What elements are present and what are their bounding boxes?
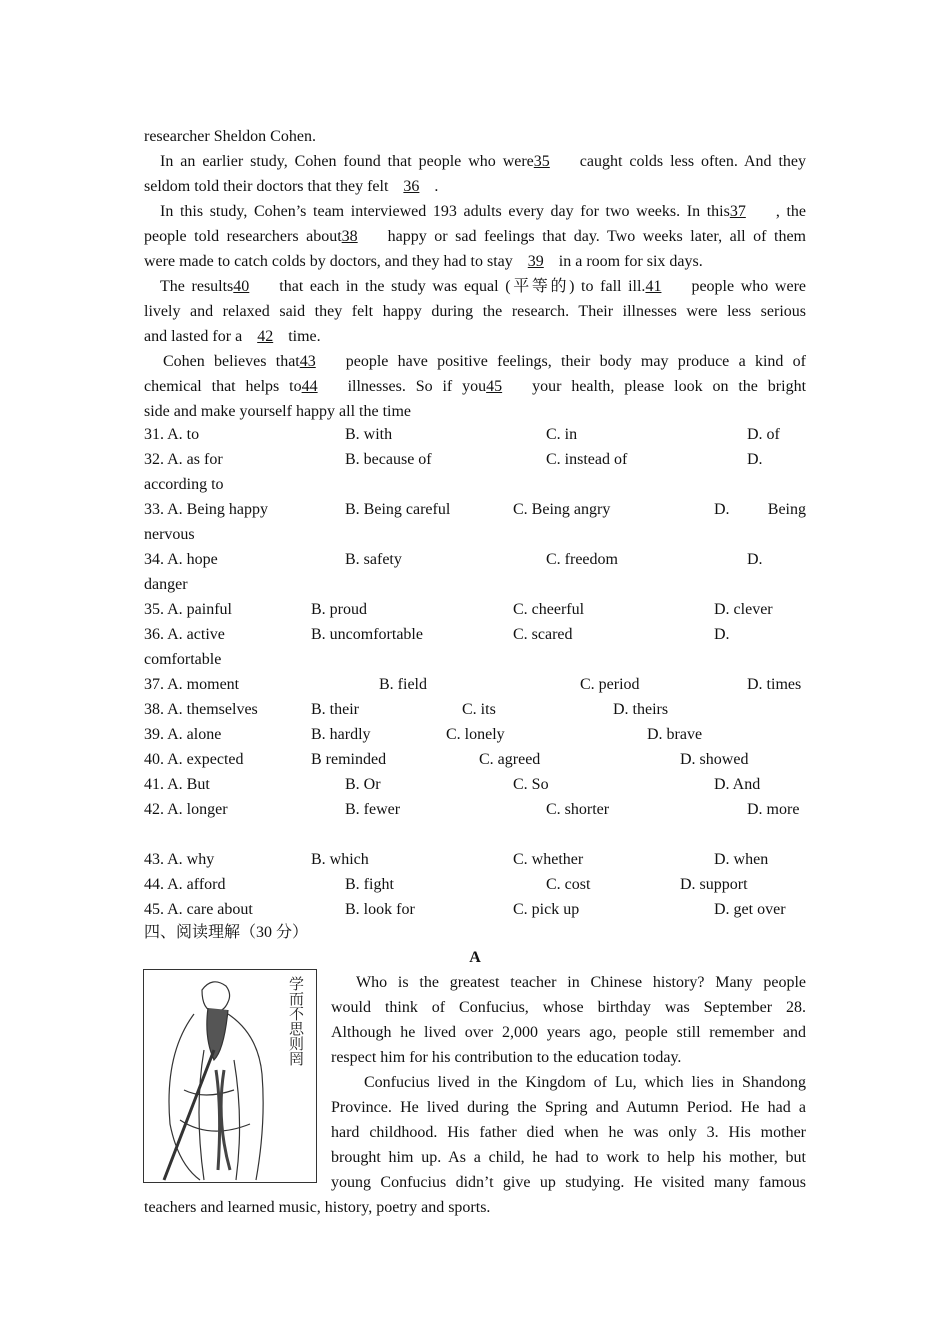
passage-line <box>144 176 438 198</box>
confucius-illustration <box>143 969 317 1183</box>
passage-text: researcher Sheldon Cohen. <box>144 128 316 145</box>
option-d-text: comfortable <box>144 651 222 668</box>
option-b: B. safety <box>345 551 402 568</box>
answer-blank: 41 <box>645 278 662 295</box>
option-a: 36. A. active <box>144 626 225 643</box>
option-d: D. theirs <box>613 701 669 718</box>
passage-a-line: Who is the greatest teacher in Chinese history? Many people <box>356 974 806 991</box>
option-c: C. cost <box>546 876 591 893</box>
passage-line <box>163 351 806 373</box>
passage-a-line: respect him for his contribution to the education today. <box>331 1049 682 1066</box>
passage-text: and lasted for a <box>144 328 243 345</box>
passage-text: The results <box>160 278 234 295</box>
passage-text: , the <box>775 203 806 220</box>
option-c: C. So <box>513 776 549 793</box>
option-b: B. their <box>311 701 359 718</box>
section-heading: 四、阅读理解（30 分） <box>144 924 309 941</box>
option-d: D. <box>714 626 730 643</box>
option-b: B. proud <box>311 601 367 618</box>
option-b: B. uncomfortable <box>311 626 423 643</box>
passage-text: that each in the study was equal (平等的) to fall ill. <box>279 278 646 295</box>
passage-line <box>144 301 806 323</box>
passage-text: illnesses. So if you <box>347 378 487 395</box>
option-c: C. cheerful <box>513 601 585 618</box>
option-b: B. fewer <box>345 801 401 818</box>
option-a: 37. A. moment <box>144 676 240 693</box>
option-a: 41. A. But <box>144 776 210 793</box>
passage-a-line: Confucius lived in the Kingdom of Lu, which lies in Shandong <box>364 1074 806 1091</box>
passage-a-line: teachers and learned music, history, poetry and sports. <box>144 1199 491 1216</box>
option-b: B. hardly <box>311 726 371 743</box>
passage-a-line: brought him up. As a child, he had to work to help his mother, but <box>331 1149 806 1166</box>
passage-a-line: Province. He lived during the Spring and Autumn Period. He had a <box>331 1099 806 1116</box>
answer-blank: 42 <box>257 328 274 345</box>
option-b: B reminded <box>311 751 387 768</box>
option-b: B. Or <box>345 776 381 793</box>
option-c: C. scared <box>513 626 573 643</box>
option-d: D. clever <box>714 601 773 618</box>
option-d: D. <box>714 501 730 518</box>
option-d: D. support <box>680 876 748 893</box>
option-d: D. And <box>714 776 761 793</box>
passage-text: chemical that helps to <box>144 378 302 395</box>
option-a: 39. A. alone <box>144 726 222 743</box>
option-d: D. times <box>747 676 802 693</box>
option-c: C. whether <box>513 851 584 868</box>
passage-a-line: young Confucius didn’t give up studying. He visited many famous <box>331 1174 806 1191</box>
passage-line <box>144 326 321 348</box>
option-a: 45. A. care about <box>144 901 253 918</box>
option-d: D. when <box>714 851 769 868</box>
passage-line <box>144 126 316 148</box>
option-c: C. its <box>462 701 496 718</box>
passage-line <box>160 201 806 223</box>
answer-blank: 37 <box>729 203 746 220</box>
passage-line <box>144 401 411 423</box>
passage-line <box>144 251 703 273</box>
option-a: 35. A. painful <box>144 601 232 618</box>
passage-line <box>144 226 806 248</box>
passage-line <box>160 151 806 173</box>
option-c: C. instead of <box>546 451 628 468</box>
passage-text: people have positive feelings, their body may produce a kind of <box>345 353 806 370</box>
option-a: 42. A. longer <box>144 801 228 818</box>
option-c: C. pick up <box>513 901 580 918</box>
option-d: D. more <box>747 801 800 818</box>
answer-blank: 45 <box>486 378 503 395</box>
passage-text: . <box>434 178 439 195</box>
option-d: D. showed <box>680 751 749 768</box>
passage-text: your health, please look on the bright <box>532 378 807 395</box>
part-label: A <box>469 949 481 966</box>
passage-line <box>144 376 806 398</box>
passage-text: lively and relaxed said they felt happy during the research. Their illnesses were less serious <box>144 303 806 320</box>
passage-text: Cohen believes that <box>163 353 300 370</box>
answer-blank: 36 <box>403 178 420 195</box>
option-b: B. field <box>379 676 427 693</box>
option-b: B. fight <box>345 876 394 893</box>
option-c: C. agreed <box>479 751 541 768</box>
option-d-text: danger <box>144 576 188 593</box>
option-b: B. which <box>311 851 369 868</box>
option-b: B. because of <box>345 451 432 468</box>
option-d: D. brave <box>647 726 703 743</box>
option-d: D. get over <box>714 901 786 918</box>
answer-blank: 44 <box>301 378 318 395</box>
answer-blank: 35 <box>533 153 550 170</box>
answer-blank: 39 <box>527 253 544 270</box>
option-a: 38. A. themselves <box>144 701 258 718</box>
option-d-text: nervous <box>144 526 195 543</box>
option-c: C. shorter <box>546 801 610 818</box>
option-d: D. of <box>747 426 780 443</box>
option-a: 34. A. hope <box>144 551 218 568</box>
passage-line <box>160 276 806 298</box>
option-d-text: according to <box>144 476 224 493</box>
option-a: 40. A. expected <box>144 751 244 768</box>
passage-text: In this study, Cohen’s team interviewed 193 adults every day for two weeks. In this <box>160 203 730 220</box>
passage-a-line: Although he lived over 2,000 years ago, people still remember and <box>331 1024 806 1041</box>
passage-text: time. <box>288 328 321 345</box>
passage-text: people told researchers about <box>144 228 342 245</box>
passage-text: were made to catch colds by doctors, and they had to stay <box>144 253 513 270</box>
option-c: C. in <box>546 426 578 443</box>
option-c: C. freedom <box>546 551 618 568</box>
option-b: B. with <box>345 426 393 443</box>
option-d-text: Being <box>767 501 806 518</box>
passage-a-line: would think of Confucius, whose birthday was September 28. <box>331 999 806 1016</box>
option-c: C. lonely <box>446 726 505 743</box>
passage-text: in a room for six days. <box>558 253 703 270</box>
passage-text: people who were <box>691 278 806 295</box>
option-c: C. Being angry <box>513 501 611 518</box>
option-c: C. period <box>580 676 640 693</box>
option-b: B. Being careful <box>345 501 451 518</box>
answer-blank: 38 <box>341 228 358 245</box>
passage-text: side and make yourself happy all the time <box>144 403 412 420</box>
passage-text: In an earlier study, Cohen found that people who were <box>160 153 534 170</box>
answer-blank: 43 <box>299 353 316 370</box>
option-a: 33. A. Being happy <box>144 501 268 518</box>
passage-a-line: hard childhood. His father died when he was only 3. His mother <box>331 1124 806 1141</box>
option-a: 44. A. afford <box>144 876 226 893</box>
option-a: 31. A. to <box>144 426 200 443</box>
option-d: D. <box>747 451 763 468</box>
passage-text: seldom told their doctors that they felt <box>144 178 389 195</box>
option-b: B. look for <box>345 901 415 918</box>
passage-text: caught colds less often. And they <box>579 153 807 170</box>
option-a: 32. A. as for <box>144 451 223 468</box>
motto-calligraphy: 学而不思则罔 <box>287 976 305 1066</box>
option-a: 43. A. why <box>144 851 215 868</box>
passage-text: happy or sad feelings that day. Two weeks later, all of them <box>387 228 806 245</box>
option-d: D. <box>747 551 763 568</box>
answer-blank: 40 <box>233 278 250 295</box>
